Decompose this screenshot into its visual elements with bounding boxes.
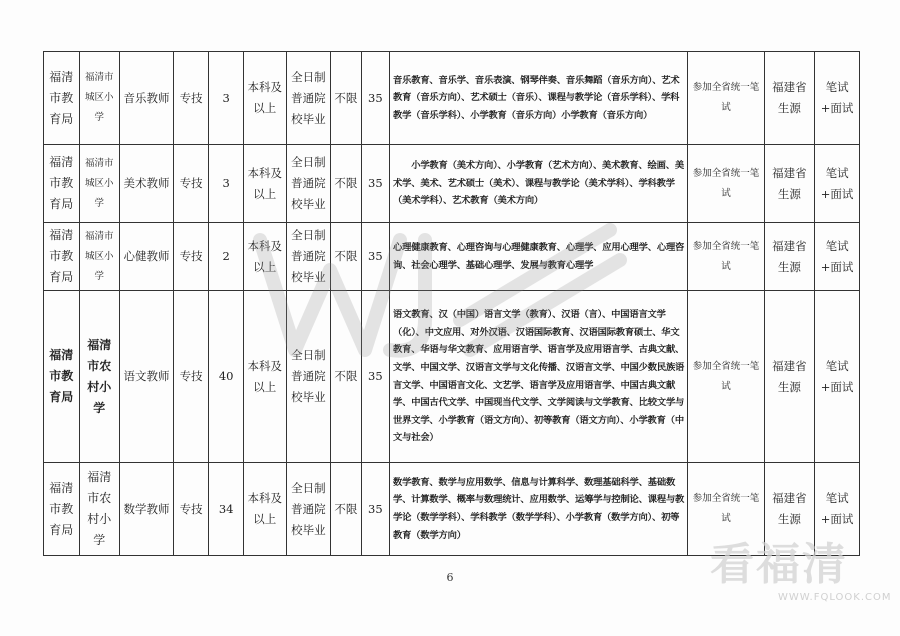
education-cell: 本科及以上 xyxy=(243,223,286,291)
majors-cell: 语文教育、汉（中国）语言文学（教育）、汉语（言）、中国语言文学（化）、中文应用、对外汉语、汉语国际教育、汉语国际教育硕士、华文教育、华语与华文教育、应用语言学、语言学及应用语言学、古典文献、文学、中国文学、汉语言文学与文化传播、汉语言文学、中国少数民族语言文学、中国语言文化、文艺学、语言学及应用语言学、中国古典文献学、中国古代文学、中国现当代文学、文学阅读与文学教育、比较文学与世界文学、小学教育（语文方向）、初等教育（语文方向）、小学教育（中文与社会） xyxy=(390,291,688,463)
remark-cell: 参加全省统一笔试 xyxy=(688,223,764,291)
category-cell: 专技 xyxy=(173,291,209,463)
school-cell: 福清市城区小学 xyxy=(79,145,120,223)
category-cell: 专技 xyxy=(173,145,209,223)
table-row xyxy=(44,291,860,463)
study-mode-cell: 全日制普通院校毕业 xyxy=(286,145,331,223)
count-cell: 2 xyxy=(209,223,244,291)
position-cell: 美术教师 xyxy=(120,145,174,223)
school-cell: 福清市农村小学 xyxy=(79,291,120,463)
category-cell: 专技 xyxy=(173,463,209,556)
source-cell: 福建省生源 xyxy=(764,145,815,223)
study-mode-cell: 全日制普通院校毕业 xyxy=(286,291,331,463)
degree-cell: 不限 xyxy=(331,223,361,291)
site-watermark-url: WWW.FQLOOK.COM xyxy=(778,592,892,603)
degree-cell: 不限 xyxy=(331,145,361,223)
age-cell: 35 xyxy=(361,291,389,463)
table-row xyxy=(44,52,860,145)
school-cell: 福清市城区小学 xyxy=(79,52,120,145)
degree-cell: 不限 xyxy=(331,52,361,145)
study-mode-cell: 全日制普通院校毕业 xyxy=(286,52,331,145)
dept-cell: 福清市教育局 xyxy=(44,223,80,291)
majors-cell: 心理健康教育、心理咨询与心理健康教育、心理学、应用心理学、心理咨询、社会心理学、基础心理学、发展与教育心理学 xyxy=(390,223,688,291)
dept-cell: 福清市教育局 xyxy=(44,145,80,223)
remark-cell: 参加全省统一笔试 xyxy=(688,145,764,223)
education-cell: 本科及以上 xyxy=(243,52,286,145)
table-row xyxy=(44,223,860,291)
position-cell: 数学教师 xyxy=(120,463,174,556)
study-mode-cell: 全日制普通院校毕业 xyxy=(286,223,331,291)
table-row xyxy=(44,463,860,556)
count-cell: 34 xyxy=(209,463,244,556)
dept-cell: 福清市教育局 xyxy=(44,52,80,145)
category-cell: 专技 xyxy=(173,52,209,145)
site-watermark-text: 看福清 xyxy=(710,539,848,590)
table-row xyxy=(44,145,860,223)
degree-cell: 不限 xyxy=(331,463,361,556)
page-number: 6 xyxy=(446,571,454,584)
exam-cell: 笔试+面试 xyxy=(815,291,860,463)
age-cell: 35 xyxy=(361,145,389,223)
source-cell: 福建省生源 xyxy=(764,463,815,556)
category-cell: 专技 xyxy=(173,223,209,291)
source-cell: 福建省生源 xyxy=(764,52,815,145)
age-cell: 35 xyxy=(361,223,389,291)
position-cell: 语文教师 xyxy=(120,291,174,463)
education-cell: 本科及以上 xyxy=(243,291,286,463)
exam-cell: 笔试+面试 xyxy=(815,223,860,291)
source-cell: 福建省生源 xyxy=(764,291,815,463)
education-cell: 本科及以上 xyxy=(243,463,286,556)
exam-cell: 笔试+面试 xyxy=(815,145,860,223)
majors-cell: 音乐教育、音乐学、音乐表演、钢琴伴奏、音乐舞蹈（音乐方向）、艺术教育（音乐方向）、艺术硕士（音乐）、课程与教学论（音乐学科）、学科教学（音乐学科）、小学教育（音乐方向）小学教育（音乐方向） xyxy=(390,52,688,145)
study-mode-cell: 全日制普通院校毕业 xyxy=(286,463,331,556)
count-cell: 3 xyxy=(209,145,244,223)
majors-cell: 小学教育（美术方向）、小学教育（艺术方向）、美术教育、绘画、美术学、美术、艺术硕士（美术）、课程与教学论（美术学科）、学科教学（美术学科）、艺术教育（美术方向） xyxy=(390,145,688,223)
position-cell: 心健教师 xyxy=(120,223,174,291)
exam-cell: 笔试+面试 xyxy=(815,52,860,145)
remark-cell: 参加全省统一笔试 xyxy=(688,52,764,145)
dept-cell: 福清市教育局 xyxy=(44,291,80,463)
exam-cell: 笔试+面试 xyxy=(815,463,860,556)
school-cell: 福清市农村小学 xyxy=(79,463,120,556)
dept-cell: 福清市教育局 xyxy=(44,463,80,556)
majors-cell: 数学教育、数学与应用数学、信息与计算科学、数理基础科学、基础数学、计算数学、概率与数理统计、应用数学、运筹学与控制论、课程与教学论（数学学科）、学科教学（数学学科）、小学教育（数学方向）、初等教育（数学方向） xyxy=(390,463,688,556)
age-cell: 35 xyxy=(361,52,389,145)
degree-cell: 不限 xyxy=(331,291,361,463)
education-cell: 本科及以上 xyxy=(243,145,286,223)
age-cell: 35 xyxy=(361,463,389,556)
remark-cell: 参加全省统一笔试 xyxy=(688,291,764,463)
school-cell: 福清市城区小学 xyxy=(79,223,120,291)
count-cell: 3 xyxy=(209,52,244,145)
count-cell: 40 xyxy=(209,291,244,463)
position-cell: 音乐教师 xyxy=(120,52,174,145)
remark-cell: 参加全省统一笔试 xyxy=(688,463,764,556)
recruitment-table xyxy=(43,51,860,556)
source-cell: 福建省生源 xyxy=(764,223,815,291)
